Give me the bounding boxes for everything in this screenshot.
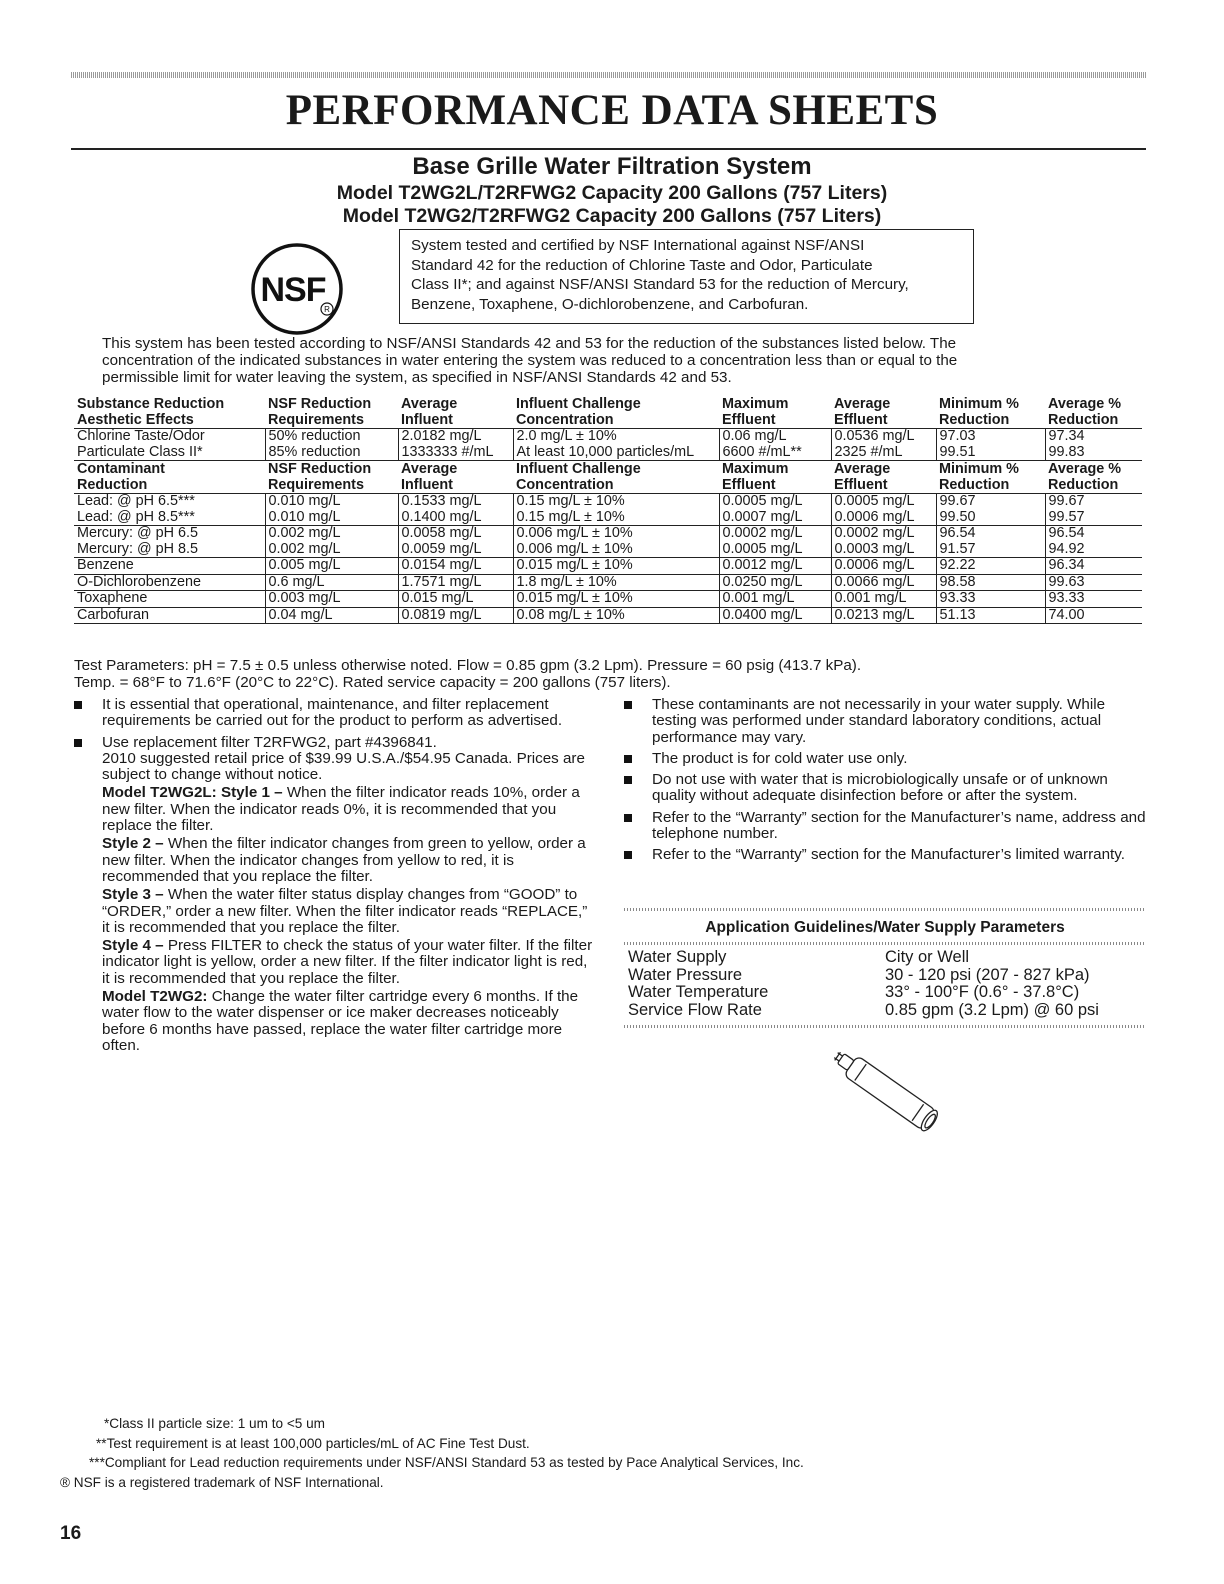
cert-line: System tested and certified by NSF International against NSF/ANSI [411,237,865,254]
table-cell [265,526,398,558]
style-1-text: When the filter indicator reads 10%, order a new filter. When the indicator reads 0%, it is recommended that you replace the filter. [102,784,580,835]
bullet-text: Use replacement filter T2RFWG2, part #4396841. [102,733,437,751]
cell-text: 0.0012 mg/L [722,557,803,573]
cell-text: 0.015 mg/L ± 10% [516,557,633,573]
cell-text: 0.0213 mg/L [834,607,915,623]
table-cell [398,607,513,624]
cell-text: 0.0250 mg/L [722,574,803,590]
bullet-square-icon [624,851,632,859]
header-text: Effluent [722,411,776,428]
cell-text: 93.33 [1048,590,1085,606]
table-cell [719,526,831,558]
header-text: Substance Reduction [77,396,225,412]
table-header-cell [1045,396,1142,429]
table-header-cell [831,461,936,494]
table-row [74,574,1142,591]
table-cell [74,494,265,526]
header-text: Average [401,396,458,412]
table-cell [936,607,1045,624]
cell-text: 0.1533 mg/L [401,493,482,509]
bullet-text: The product is for cold water use only. [652,749,908,767]
header-text: Reduction [939,476,1010,493]
cell-text: 94.92 [1048,540,1085,557]
header-text: Reduction [1048,476,1119,493]
table-row [74,558,1142,575]
cell-text: 0.04 mg/L [268,607,333,623]
footnote-trademark: ® NSF is a registered trademark of NSF International. [60,1474,384,1490]
model-line-1: Model T2WG2L/T2RFWG2 Capacity 200 Gallons (757 Liters) [336,182,888,204]
table-cell [831,526,936,558]
cell-text: 0.010 mg/L [268,493,341,509]
cell-text: 0.006 mg/L ± 10% [516,540,633,557]
header-text: Maximum [722,396,789,412]
header-text: Concentration [516,411,614,428]
cell-text: 97.34 [1048,428,1085,444]
cell-text: 0.0006 mg/L [834,508,915,525]
application-label: Water Supply [628,948,727,966]
cell-text: 0.0154 mg/L [401,557,482,573]
cell-text: 91.57 [939,540,976,557]
table-cell [1045,607,1142,624]
cell-text: 0.0002 mg/L [834,525,915,541]
application-row [628,967,1146,985]
list-item [624,697,1146,746]
water-filter-cartridge-image [820,1043,960,1143]
table-cell [398,526,513,558]
table-header-cell [265,396,398,429]
application-label: Service Flow Rate [628,1000,762,1019]
table-cell [74,607,265,624]
model-t2wg2-text: Change the water filter cartridge every 6 months. If the water flow to the water dispenser or ice maker decreases noticeably before 6 months have passed, replace the water filter cartridge more often. [102,988,579,1054]
header-text: Influent [401,476,453,493]
header-text: Requirements [268,476,364,493]
style-4-label: Style 4 – [102,937,164,955]
header-text: Maximum [722,461,789,477]
cell-text: 0.003 mg/L [268,590,341,606]
table-header-cell [719,396,831,429]
table-cell [398,429,513,461]
test-parameters [74,658,861,691]
table-cell [265,607,398,624]
cert-line: Class II*; and against NSF/ANSI Standard 53 for the reduction of Mercury, [411,276,909,293]
table-cell [74,429,265,461]
table-header-cell [513,396,719,429]
table-cell [719,558,831,575]
table-cell [936,429,1045,461]
table-header-cell [513,461,719,494]
header-text: Average % [1048,396,1122,412]
table-cell [398,591,513,608]
table-cell [1045,574,1142,591]
table-cell [719,574,831,591]
footnote-lead: ***Compliant for Lead reduction requirements under NSF/ANSI Standard 53 as tested by Pace Analytical Services, Inc. [89,1455,804,1470]
cell-text: 1333333 #/mL [401,443,494,460]
footnote-test-requirement: **Test requirement is at least 100,000 particles/mL of AC Fine Test Dust. [96,1435,530,1451]
table-cell [74,526,265,558]
top-decorative-bar [71,72,1146,78]
style-1-label: Model T2WG2L: Style 1 – [102,784,283,802]
cell-text: 0.006 mg/L ± 10% [516,525,633,541]
nsf-logo [249,241,345,337]
table-cell [513,494,719,526]
table-cell [831,429,936,461]
application-value: City or Well [885,948,970,966]
bullet-square-icon [74,701,82,709]
header-text: Average [834,396,891,412]
svg-text:R: R [324,305,330,314]
style-2-label: Style 2 – [102,835,164,853]
cell-text: 99.67 [1048,493,1085,509]
nsf-logo-text: NSF [260,271,326,309]
table-row [74,429,1142,461]
cell-text: 0.6 mg/L [268,574,325,590]
cell-text: 96.54 [939,525,976,541]
style-4-paragraph [102,938,594,987]
bullet-square-icon [624,701,632,709]
cert-line: Standard 42 for the reduction of Chlorine Taste and Odor, Particulate [411,256,873,274]
performance-table [74,396,1142,624]
page-number: 16 [60,1523,82,1544]
header-text: Requirements [268,411,364,428]
table-cell [936,526,1045,558]
table-header-cell [74,461,265,494]
cell-text: 99.51 [939,443,976,460]
cell-text: 0.08 mg/L ± 10% [516,607,625,623]
table-cell [265,429,398,461]
style-1-paragraph [102,785,594,834]
cell-text: 0.002 mg/L [268,525,341,541]
bullet-text: Refer to the “Warranty” section for the Manufacturer’s limited warranty. [652,846,1125,864]
table-cell [74,591,265,608]
system-title: Base Grille Water Filtration System [412,153,812,180]
header-text: Reduction [77,476,148,493]
cell-text: 0.06 mg/L [722,428,787,444]
cell-text: Mercury: @ pH 6.5 [77,525,198,541]
header-text: Effluent [722,476,776,493]
table-cell [74,558,265,575]
application-label: Water Pressure [628,965,743,984]
table-cell [265,591,398,608]
table-cell [831,558,936,575]
application-title: Application Guidelines/Water Supply Parameters [705,919,1065,936]
cell-text: 99.57 [1048,508,1085,525]
cell-text: 51.13 [939,607,976,623]
table-cell [1045,429,1142,461]
header-text: Average [834,461,891,477]
style-3-text: When the water filter status display changes from “GOOD” to “ORDER,” order a new filter. When the filter indicator reads “REPLACE,” it is recommended that you replace the filter. [102,886,588,936]
table-cell [719,607,831,624]
bullet-text: These contaminants are not necessarily in your water supply. While testing was performed under standard laboratory conditions, actual performance may vary. [652,696,1106,746]
cell-text: 0.005 mg/L [268,557,341,573]
cell-text: 74.00 [1048,607,1085,623]
table-header-row [74,461,1142,494]
table-cell [936,494,1045,526]
table-cell [398,574,513,591]
model-lines [0,182,1224,228]
table-cell [513,574,719,591]
bullet-square-icon [624,814,632,822]
model-t2wg2-paragraph [102,989,594,1054]
cell-text: 2.0182 mg/L [401,428,482,444]
cell-text: 1.7571 mg/L [401,574,482,590]
page-title: PERFORMANCE DATA SHEETS [285,87,939,134]
header-text: Minimum % [939,396,1019,412]
cell-text: 0.015 mg/L [401,590,474,606]
cell-text: Carbofuran [77,607,149,623]
bullet-square-icon [624,776,632,784]
cell-text: At least 10,000 particles/mL [516,443,695,460]
certification-box [399,229,974,324]
table-row [74,607,1142,624]
intro-paragraph [102,335,1102,386]
table-cell [719,494,831,526]
cell-text: 0.0066 mg/L [834,574,915,590]
application-row [628,984,1146,1002]
style-3-label: Style 3 – [102,886,164,904]
table-cell [265,558,398,575]
test-parameters-line-2: Temp. = 68°F to 71.6°F (20°C to 22°C). Rated service capacity = 200 gallons (757 liters). [74,673,671,691]
cell-text: 0.0536 mg/L [834,428,915,444]
application-value: 30 - 120 psi (207 - 827 kPa) [885,965,1090,984]
table-header-cell [398,461,513,494]
header-text: Minimum % [939,461,1019,477]
table-header-cell [74,396,265,429]
table-cell [513,558,719,575]
header-text: Influent [401,411,453,428]
table-header-cell [265,461,398,494]
style-2-paragraph [102,836,594,885]
list-item [74,697,594,730]
cell-text: 0.0003 mg/L [834,540,915,557]
table-cell [513,526,719,558]
cell-text: O-Dichlorobenzene [77,574,201,590]
table-cell [265,574,398,591]
intro-line: This system has been tested according to NSF/ANSI Standards 42 and 53 for the reduction of the substances listed below. The [102,335,957,352]
header-text: NSF Reduction [268,396,372,412]
cell-text: 0.15 mg/L ± 10% [516,493,625,509]
footnotes [60,1414,804,1492]
cell-text: Chlorine Taste/Odor [77,428,205,444]
cell-text: 93.33 [939,590,976,606]
cell-text: 0.1400 mg/L [401,508,482,525]
application-divider-bottom [624,1025,1146,1028]
cell-text: 50% reduction [268,428,361,444]
cell-text: 99.83 [1048,443,1085,460]
cell-text: 99.50 [939,508,976,525]
cell-text: Benzene [77,557,134,573]
table-cell [719,591,831,608]
intro-line: concentration of the indicated substances in water entering the system was reduced to a concentration less than or equal to the [102,352,958,369]
bullet-square-icon [74,739,82,747]
cell-text: 0.015 mg/L ± 10% [516,590,633,606]
cell-text: 0.0005 mg/L [722,540,803,557]
bullet-text: It is essential that operational, maintenance, and filter replacement requirements be carried out for the product to perform as advertised. [102,696,563,730]
cell-text: 0.0005 mg/L [834,493,915,509]
header-text: Reduction [939,411,1010,428]
cell-text: 96.54 [1048,525,1085,541]
cell-text: 0.0002 mg/L [722,525,803,541]
cell-text: 92.22 [939,557,976,573]
header-text: Average % [1048,461,1122,477]
left-column [74,697,594,1059]
test-parameters-line-1: Test Parameters: pH = 7.5 ± 0.5 unless otherwise noted. Flow = 0.85 gpm (3.2 Lpm). Pressure = 60 psig (413.7 kPa). [74,657,862,674]
application-divider-top [624,908,1146,911]
list-item [74,735,594,1055]
table-cell [831,591,936,608]
table-header-cell [936,461,1045,494]
list-item [624,772,1146,805]
cell-text: Toxaphene [77,590,148,606]
cell-text: 99.63 [1048,574,1085,590]
cell-text: 99.67 [939,493,976,509]
cell-text: 0.0400 mg/L [722,607,803,623]
table-cell [74,574,265,591]
cell-text: 0.0007 mg/L [722,508,803,525]
list-item [624,751,1146,767]
style-3-paragraph [102,887,594,936]
cell-text: 0.001 mg/L [722,590,795,606]
cell-text: 98.58 [939,574,976,590]
table-cell [1045,494,1142,526]
header-text: Concentration [516,476,614,493]
list-item [624,810,1146,843]
cell-text: Lead: @ pH 8.5*** [77,508,195,525]
header-text: Contaminant [77,461,165,477]
model-t2wg2-label: Model T2WG2: [102,988,208,1006]
cell-text: Particulate Class II* [77,443,203,460]
cert-line: Benzene, Toxaphene, O-dichlorobenzene, and Carbofuran. [411,295,809,313]
application-label: Water Temperature [628,983,769,1001]
header-text: Effluent [834,411,888,428]
bullet-text: Do not use with water that is microbiologically unsafe or of unknown quality without adequate disinfection before or after the system. [652,771,1108,805]
cell-text: 0.0005 mg/L [722,493,803,509]
application-divider-mid [624,942,1146,945]
cell-text: 0.010 mg/L [268,508,341,525]
cell-text: 0.001 mg/L [834,590,907,606]
table-cell [831,574,936,591]
cell-text: 6600 #/mL** [722,443,802,460]
intro-line: permissible limit for water leaving the system, as specified in NSF/ANSI Standards 42 and 53. [102,369,732,386]
table-row [74,591,1142,608]
bullet-text: 2010 suggested retail price of $39.99 U.S.A./$54.95 Canada. Prices are subject to change without notice. [102,749,585,784]
bullet-square-icon [624,755,632,763]
header-text: Effluent [834,476,888,493]
cell-text: Lead: @ pH 6.5*** [77,493,195,509]
header-text: Influent Challenge [516,396,641,412]
table-header-cell [936,396,1045,429]
cell-text: 85% reduction [268,443,361,460]
application-row [628,1002,1146,1020]
table-header-cell [719,461,831,494]
table-cell [936,574,1045,591]
table-row [74,494,1142,526]
cell-text: 0.0058 mg/L [401,525,482,541]
cell-text: Mercury: @ pH 8.5 [77,540,198,557]
table-cell [1045,526,1142,558]
application-value: 33° - 100°F (0.6° - 37.8°C) [885,983,1080,1001]
cell-text: 0.0059 mg/L [401,540,482,557]
footnote-class-ii: *Class II particle size: 1 um to <5 um [104,1416,325,1431]
title-divider [71,148,1146,150]
table-cell [513,591,719,608]
cell-text: 96.34 [1048,557,1085,573]
application-value: 0.85 gpm (3.2 Lpm) @ 60 psi [885,1000,1099,1019]
application-table [628,949,1146,1019]
table-cell [398,558,513,575]
table-cell [1045,591,1142,608]
style-4-text: Press FILTER to check the status of your water filter. If the filter indicator light is yellow, order a new filter. If the filter indicator light is red, it is recommended that you replace the filter. [102,937,593,987]
header-text: Aesthetic Effects [77,411,194,428]
table-cell [398,494,513,526]
table-header-cell [398,396,513,429]
table-row [74,526,1142,558]
cell-text: 2.0 mg/L ± 10% [516,428,617,444]
table-cell [831,494,936,526]
table-cell [513,429,719,461]
table-cell [831,607,936,624]
table-cell [936,591,1045,608]
style-2-text: When the filter indicator changes from green to yellow, order a new filter. When the indicator changes from yellow to red, it is recommended that you replace the filter. [102,835,586,885]
table-cell [1045,558,1142,575]
list-item [624,847,1146,863]
cell-text: 1.8 mg/L ± 10% [516,574,617,590]
model-line-2: Model T2WG2/T2RFWG2 Capacity 200 Gallons (757 Liters) [342,205,882,227]
table-cell [936,558,1045,575]
cell-text: 2325 #/mL [834,443,903,460]
table-cell [513,607,719,624]
table-header-cell [831,396,936,429]
table-header-row [74,396,1142,429]
cell-text: 0.0819 mg/L [401,607,482,623]
cell-text: 0.002 mg/L [268,540,341,557]
header-text: Average [401,461,458,477]
table-header-cell [1045,461,1142,494]
cell-text: 0.0006 mg/L [834,557,915,573]
cell-text: 0.15 mg/L ± 10% [516,508,625,525]
right-column [624,697,1146,869]
application-row [628,949,1146,967]
bullet-text: Refer to the “Warranty” section for the Manufacturer’s name, address and telephone number. [652,808,1146,843]
table-cell [265,494,398,526]
header-text: Influent Challenge [516,461,641,477]
header-text: NSF Reduction [268,461,372,477]
table-cell [719,429,831,461]
header-text: Reduction [1048,411,1119,428]
cell-text: 97.03 [939,428,976,444]
